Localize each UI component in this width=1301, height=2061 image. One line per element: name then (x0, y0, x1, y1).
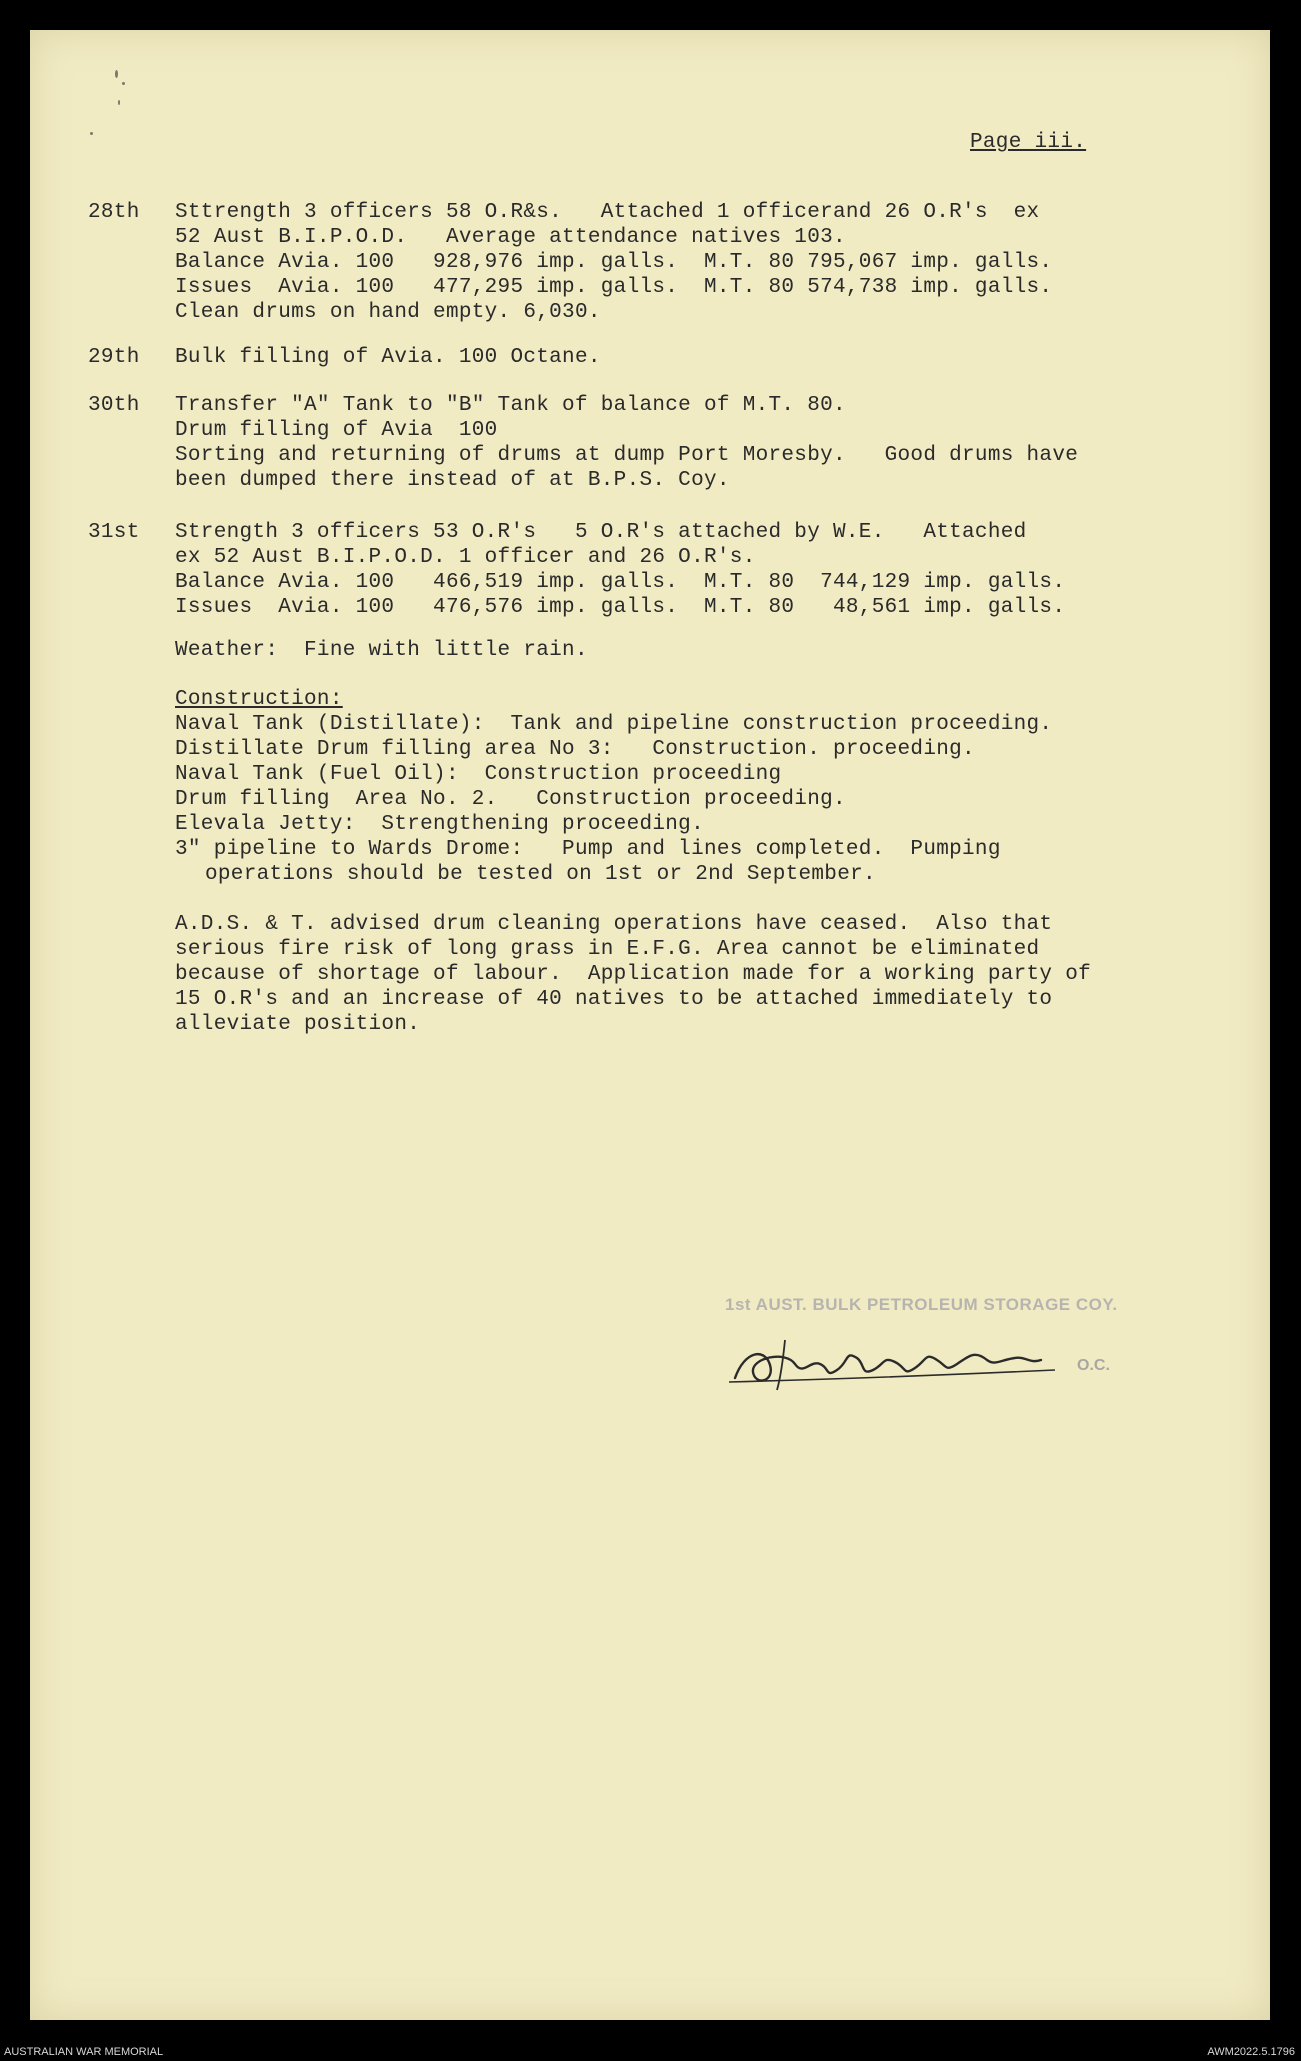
entry-line: 52 Aust B.I.P.O.D. Average attendance natives 103. (175, 226, 846, 249)
construction-line: Elevala Jetty: Strengthening proceeding. (175, 813, 704, 836)
paper-speck (115, 70, 118, 78)
construction-heading: Construction: (175, 688, 343, 711)
paper-speck (122, 82, 125, 85)
entry-line: Sttrength 3 officers 58 O.R&s. Attached 1 officerand 26 O.R's ex (175, 201, 1040, 224)
entry-date: 29th (88, 346, 140, 369)
paper-speck (90, 132, 93, 135)
entry-line: ex 52 Aust B.I.P.O.D. 1 officer and 26 O.R's. (175, 546, 756, 569)
officer-commanding-label: O.C. (1077, 1357, 1110, 1374)
entry-line: Clean drums on hand empty. 6,030. (175, 301, 601, 324)
unit-stamp: 1st AUST. BULK PETROLEUM STORAGE COY. (725, 1295, 1118, 1314)
entry-line: Transfer "A" Tank to "B" Tank of balance of M.T. 80. (175, 394, 846, 417)
entry-date: 30th (88, 394, 140, 417)
entry-line: Strength 3 officers 53 O.R's 5 O.R's attached by W.E. Attached (175, 521, 1027, 544)
footer-reference: AWM2022.5.1796 (1207, 2046, 1295, 2058)
construction-line: Naval Tank (Fuel Oil): Construction proceeding (175, 763, 782, 786)
entry-line: Sorting and returning of drums at dump Port Moresby. Good drums have (175, 444, 1079, 467)
entry-date: 28th (88, 201, 140, 224)
page-number: Page iii. (970, 131, 1087, 154)
entry-date: 31st (88, 521, 140, 544)
construction-line: Distillate Drum filling area No 3: Construction. proceeding. (175, 738, 975, 761)
entry-line: been dumped there instead of at B.P.S. Coy. (175, 469, 730, 492)
closing-line: serious fire risk of long grass in E.F.G. Area cannot be eliminated (175, 938, 1040, 961)
entry-line: Issues Avia. 100 477,295 imp. galls. M.T. 80 574,738 imp. galls. (175, 276, 1053, 299)
entry-line: Balance Avia. 100 466,519 imp. galls. M.T. 80 744,129 imp. galls. (175, 571, 1066, 594)
signature-mark (725, 1320, 1105, 1400)
construction-continuation: operations should be tested on 1st or 2nd September. (205, 863, 876, 886)
construction-line: Drum filling Area No. 2. Construction proceeding. (175, 788, 846, 811)
closing-line: because of shortage of labour. Application made for a working party of (175, 963, 1092, 986)
paper-speck (118, 100, 120, 105)
closing-line: alleviate position. (175, 1013, 421, 1036)
footer-credit: AUSTRALIAN WAR MEMORIAL (4, 2046, 164, 2058)
weather-line: Weather: Fine with little rain. (175, 639, 588, 662)
construction-line: Naval Tank (Distillate): Tank and pipeline construction proceeding. (175, 713, 1053, 736)
closing-line: A.D.S. & T. advised drum cleaning operations have ceased. Also that (175, 913, 1053, 936)
entry-line: Drum filling of Avia 100 (175, 419, 498, 442)
entry-line: Bulk filling of Avia. 100 Octane. (175, 346, 601, 369)
closing-line: 15 O.R's and an increase of 40 natives to be attached immediately to (175, 988, 1053, 1011)
entry-line: Balance Avia. 100 928,976 imp. galls. M.T. 80 795,067 imp. galls. (175, 251, 1053, 274)
construction-line: 3" pipeline to Wards Drome: Pump and lines completed. Pumping (175, 838, 1001, 861)
entry-line: Issues Avia. 100 476,576 imp. galls. M.T. 80 48,561 imp. galls. (175, 596, 1066, 619)
